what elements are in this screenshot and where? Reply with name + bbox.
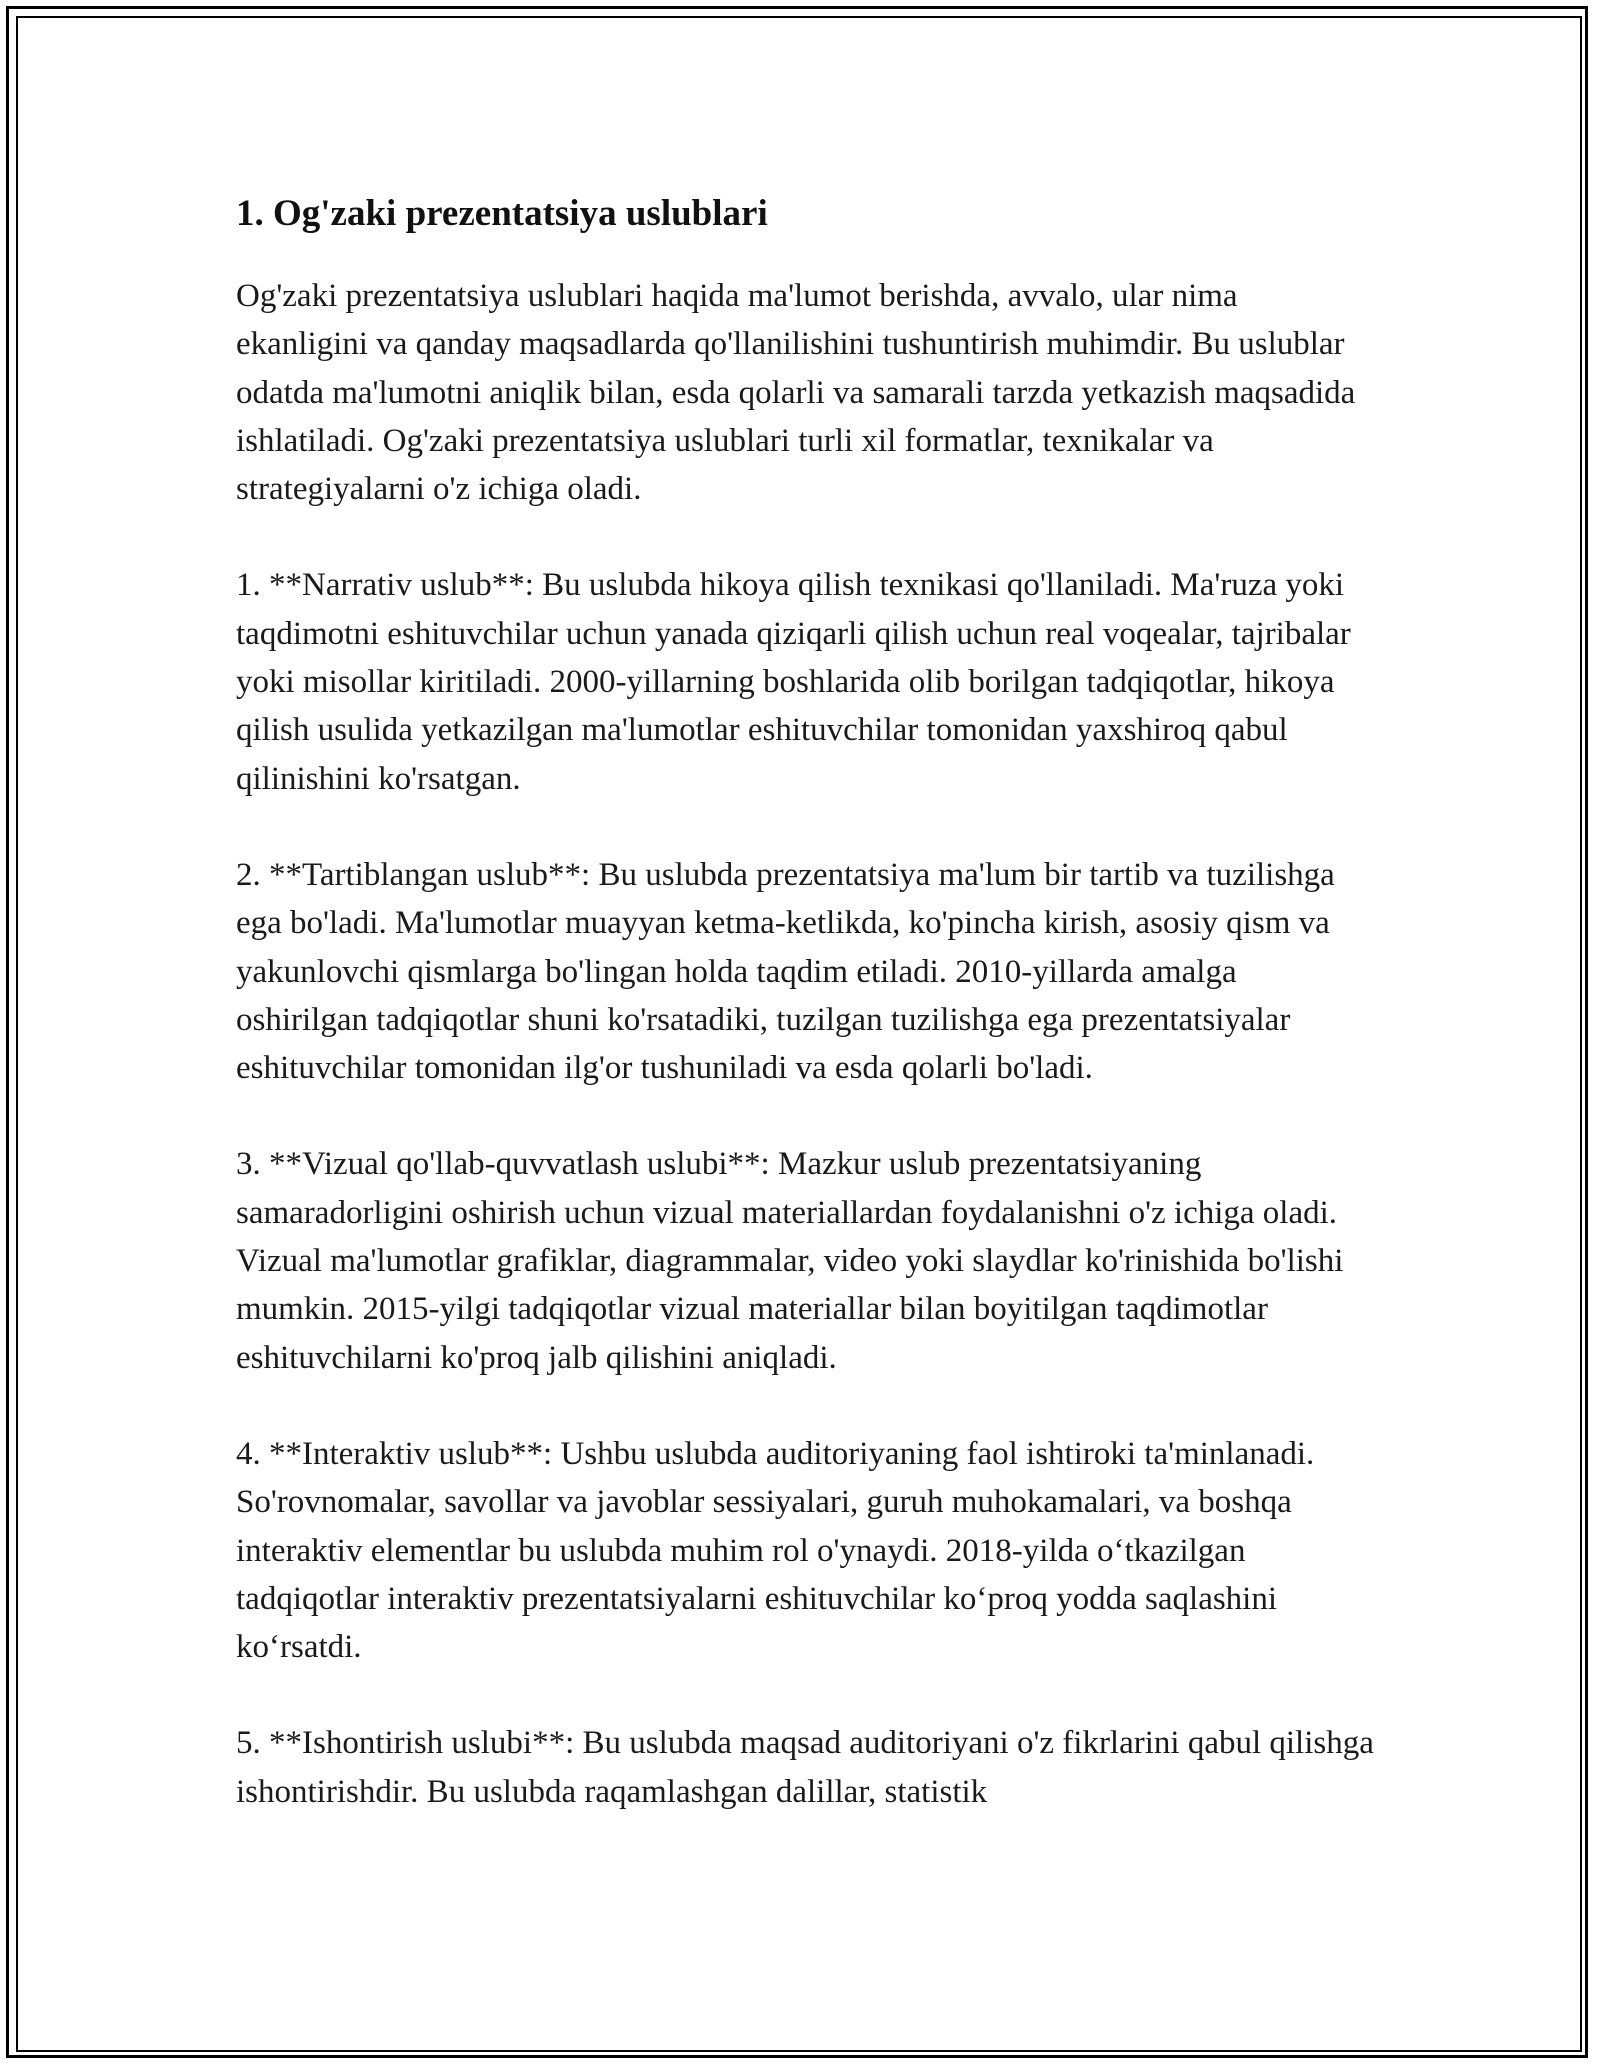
document-body bbox=[236, 186, 1376, 1864]
interactive-style-paragraph: 4. **Interaktiv uslub**: Ushbu uslubda auditoriyaning faol ishtiroki ta'minlanadi. So'rovnomalar, savollar va javoblar sessiyalari, guruh muhokamalari, va boshqa interaktiv elementlar bu uslubda muhim rol o'ynaydi. 2018-yilda oʻtkazilgan tadqiqotlar interaktiv prezentatsiyalarni eshituvchilar koʻproq yodda saqlashini koʻrsatdi. bbox=[236, 1435, 1315, 1666]
narrative-style-paragraph: 1. **Narrativ uslub**: Bu uslubda hikoya qilish texnikasi qo'llaniladi. Ma'ruza yoki taqdimotni eshituvchilar uchun yanada qiziqarli qilish uchun real voqealar, tajribalar yoki misollar kiritiladi. 2000-yillarning boshlarida olib borilgan tadqiqotlar, hikoya qilish usulida yetkazilgan ma'lumotlar eshituvchilar tomonidan yaxshiroq qabul qilinishini ko'rsatgan. bbox=[236, 567, 1351, 797]
intro-paragraph: Og'zaki prezentatsiya uslublari haqida ma'lumot berishda, avvalo, ular nima ekanligini va qanday maqsadlarda qo'llanilishini tushuntirish muhimdir. Bu uslublar odatda ma'lumotni aniqlik bilan, esda qolarli va samarali tarzda yetkazish maqsadida ishlatiladi. Og'zaki prezentatsiya uslublari turli xil formatlar, texnikalar va strategiyalarni o'z ichiga oladi. bbox=[236, 278, 1356, 508]
section-heading: 1. Og'zaki prezentatsiya uslublari bbox=[236, 193, 768, 234]
persuasive-style-paragraph: 5. **Ishontirish uslubi**: Bu uslubda maqsad auditoriyani o'z fikrlarini qabul qilishga ishontirishdir. Bu uslubda raqamlashgan dalillar, statistik bbox=[236, 1725, 1374, 1810]
visual-support-style-paragraph: 3. **Vizual qo'llab-quvvatlash uslubi**: Mazkur uslub prezentatsiyaning samaradorligini oshirish uchun vizual materiallardan foydalanishni o'z ichiga oladi. Vizual ma'lumotlar grafiklar, diagrammalar, video yoki slaydlar ko'rinishida bo'lishi mumkin. 2015-yilgi tadqiqotlar vizual materiallar bilan boyitilgan taqdimotlar eshituvchilarni ko'proq jalb qilishini aniqladi. bbox=[236, 1146, 1344, 1376]
structured-style-paragraph: 2. **Tartiblangan uslub**: Bu uslubda prezentatsiya ma'lum bir tartib va tuzilishga ega bo'ladi. Ma'lumotlar muayyan ketma-ketlikda, ko'pincha kirish, asosiy qism va yakunlovchi qismlarga bo'lingan holda taqdim etiladi. 2010-yillarda amalga oshirilgan tadqiqotlar shuni ko'rsatadiki, tuzilgan tuzilishga ega prezentatsiyalar eshituvchilar tomonidan ilg'or tushuniladi va esda qolarli bo'ladi. bbox=[236, 856, 1335, 1087]
